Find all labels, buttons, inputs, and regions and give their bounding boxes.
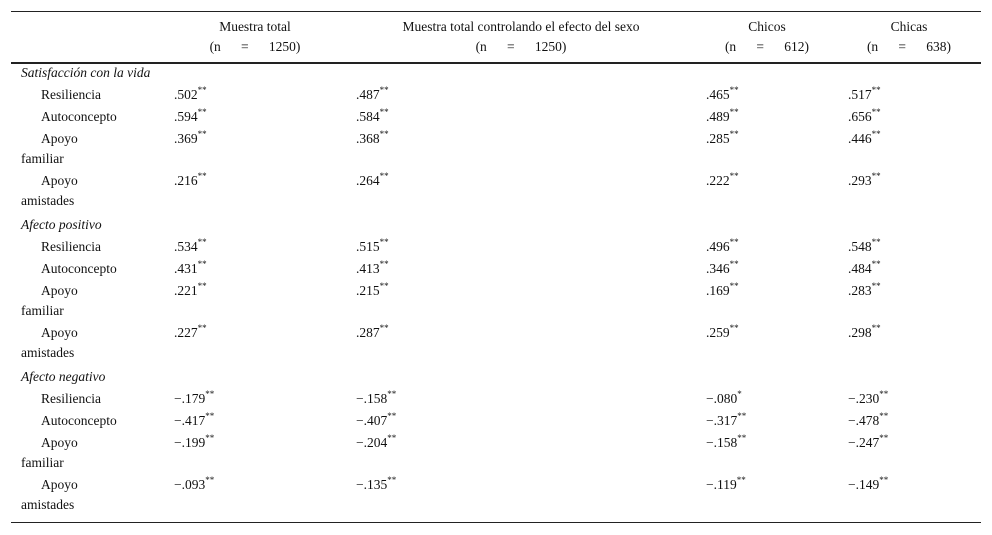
significance-marker: **: [729, 85, 739, 95]
row-label: Apoyo: [41, 435, 78, 450]
row-label-continuation: amistades: [21, 345, 75, 360]
correlation-value: .484: [848, 261, 872, 276]
significance-marker: *: [737, 389, 742, 399]
row-label: Resiliencia: [41, 391, 101, 406]
significance-marker: **: [729, 107, 739, 117]
value-cell: [174, 325, 207, 341]
row-label: Apoyo: [41, 131, 78, 146]
significance-marker: **: [871, 281, 881, 291]
row-label: Apoyo: [41, 477, 78, 492]
value-cell: [356, 261, 389, 277]
significance-marker: **: [379, 85, 389, 95]
correlation-value: .413: [356, 261, 380, 276]
value-cell: [356, 109, 389, 125]
significance-marker: **: [379, 237, 389, 247]
value-cell: [174, 261, 207, 277]
value-cell: [356, 131, 389, 147]
value-cell: [174, 131, 207, 147]
col-header-title: Muestra total: [219, 19, 291, 34]
correlation-value: .222: [706, 173, 730, 188]
row-label: Autoconcepto: [41, 261, 117, 276]
correlation-value: −.204: [356, 435, 388, 450]
correlation-value: .346: [706, 261, 730, 276]
value-cell: [706, 325, 739, 341]
correlation-value: .368: [356, 131, 380, 146]
table-row: [0, 109, 992, 129]
table-row: [0, 391, 992, 411]
value-cell: [174, 413, 214, 429]
correlation-value: .534: [174, 239, 198, 254]
value-cell: [356, 239, 389, 255]
correlation-value: .548: [848, 239, 872, 254]
table-row: [0, 129, 992, 166]
value-cell: [848, 435, 888, 451]
correlation-value: .594: [174, 109, 198, 124]
significance-marker: **: [197, 85, 207, 95]
significance-marker: **: [197, 107, 207, 117]
correlation-value: .656: [848, 109, 872, 124]
table-row: [0, 87, 992, 107]
significance-marker: **: [379, 323, 389, 333]
row-label: Apoyo: [41, 173, 78, 188]
value-cell: [356, 173, 389, 189]
correlation-value: .264: [356, 173, 380, 188]
correlation-value: −.149: [848, 477, 880, 492]
correlation-value: .584: [356, 109, 380, 124]
value-cell: [174, 391, 214, 407]
value-cell: [848, 413, 888, 429]
table-row: [0, 323, 992, 360]
value-cell: [706, 477, 746, 493]
value-cell: [174, 87, 207, 103]
value-cell: [848, 477, 888, 493]
table-row: [0, 413, 992, 433]
correlation-value: .216: [174, 173, 198, 188]
correlation-value: .298: [848, 325, 872, 340]
value-cell: [848, 173, 881, 189]
significance-marker: **: [736, 475, 746, 485]
value-cell: [706, 391, 742, 407]
significance-marker: **: [879, 389, 889, 399]
value-cell: [356, 87, 389, 103]
significance-marker: **: [205, 389, 215, 399]
col-header-n: (n = 1250): [209, 39, 301, 54]
value-cell: [706, 87, 739, 103]
significance-marker: **: [379, 107, 389, 117]
significance-marker: **: [197, 323, 207, 333]
correlation-value: −.199: [174, 435, 206, 450]
significance-marker: **: [729, 281, 739, 291]
value-cell: [706, 413, 746, 429]
table-row: [0, 281, 992, 318]
significance-marker: **: [879, 433, 889, 443]
col-header-chicas: [842, 17, 976, 57]
significance-marker: **: [729, 259, 739, 269]
correlation-value: .215: [356, 283, 380, 298]
value-cell: [706, 131, 739, 147]
correlation-value: −.158: [706, 435, 738, 450]
row-label: Resiliencia: [41, 87, 101, 102]
significance-marker: **: [379, 129, 389, 139]
col-header-n: (n = 1250): [475, 39, 567, 54]
correlation-value: .287: [356, 325, 380, 340]
correlation-value: .285: [706, 131, 730, 146]
significance-marker: **: [379, 281, 389, 291]
significance-marker: **: [871, 107, 881, 117]
col-header-title: Muestra total controlando el efecto del sexo: [402, 19, 640, 34]
correlation-value: .221: [174, 283, 198, 298]
significance-marker: **: [737, 433, 747, 443]
significance-marker: **: [379, 259, 389, 269]
value-cell: [848, 87, 881, 103]
value-cell: [356, 413, 396, 429]
significance-marker: **: [871, 129, 881, 139]
correlation-value: −.407: [356, 413, 388, 428]
col-header-title: Chicas: [890, 19, 928, 34]
significance-marker: **: [197, 281, 207, 291]
value-cell: [848, 239, 881, 255]
correlation-value: .517: [848, 87, 872, 102]
value-cell: [706, 239, 739, 255]
group-title: Satisfacción con la vida: [21, 65, 151, 80]
correlation-value: .502: [174, 87, 198, 102]
col-header-title: Chicos: [748, 19, 786, 34]
significance-marker: **: [387, 433, 397, 443]
row-label-continuation: familiar: [21, 303, 64, 318]
row-label-continuation: familiar: [21, 455, 64, 470]
correlation-value: −.119: [706, 477, 737, 492]
row-label: Apoyo: [41, 325, 78, 340]
value-cell: [848, 131, 881, 147]
col-header-n: (n = 638): [866, 39, 952, 54]
significance-marker: **: [387, 411, 397, 421]
value-cell: [356, 283, 389, 299]
value-cell: [174, 435, 214, 451]
significance-marker: **: [197, 129, 207, 139]
row-label-continuation: amistades: [21, 497, 75, 512]
correlation-value: −.247: [848, 435, 880, 450]
significance-marker: **: [379, 171, 389, 181]
table-top-rule: [11, 11, 981, 12]
row-label-continuation: amistades: [21, 193, 75, 208]
significance-marker: **: [205, 433, 215, 443]
significance-marker: **: [387, 389, 397, 399]
correlation-value: −.135: [356, 477, 388, 492]
correlation-value: −.478: [848, 413, 880, 428]
significance-marker: **: [729, 171, 739, 181]
correlation-value: −.080: [706, 391, 738, 406]
correlation-value: .446: [848, 131, 872, 146]
col-header-chicos: [700, 17, 834, 57]
row-label: Apoyo: [41, 283, 78, 298]
table-row: [0, 475, 992, 512]
significance-marker: **: [871, 323, 881, 333]
value-cell: [706, 283, 739, 299]
table-header-rule: [11, 62, 981, 64]
significance-marker: **: [879, 411, 889, 421]
col-header-n: (n = 612): [724, 39, 810, 54]
value-cell: [848, 391, 888, 407]
correlation-value: .487: [356, 87, 380, 102]
group-title: Afecto positivo: [21, 217, 102, 232]
value-cell: [706, 261, 739, 277]
value-cell: [848, 261, 881, 277]
significance-marker: **: [729, 237, 739, 247]
significance-marker: **: [871, 259, 881, 269]
table-row: [0, 239, 992, 259]
row-label: Autoconcepto: [41, 413, 117, 428]
value-cell: [174, 239, 207, 255]
correlation-value: .489: [706, 109, 730, 124]
value-cell: [706, 173, 739, 189]
value-cell: [356, 477, 396, 493]
correlation-value: −.417: [174, 413, 206, 428]
col-header-muestra-total: [155, 17, 355, 57]
significance-marker: **: [197, 259, 207, 269]
value-cell: [174, 283, 207, 299]
value-cell: [174, 173, 207, 189]
row-label: Resiliencia: [41, 239, 101, 254]
table-row: [0, 261, 992, 281]
table-row: [0, 433, 992, 470]
table-row: [0, 171, 992, 208]
significance-marker: **: [197, 171, 207, 181]
significance-marker: **: [197, 237, 207, 247]
col-header-muestra-controlada: [370, 17, 672, 57]
significance-marker: **: [729, 129, 739, 139]
value-cell: [706, 435, 746, 451]
significance-marker: **: [871, 171, 881, 181]
value-cell: [706, 109, 739, 125]
correlation-value: .465: [706, 87, 730, 102]
value-cell: [848, 109, 881, 125]
value-cell: [356, 391, 396, 407]
correlation-value: −.158: [356, 391, 388, 406]
correlation-value: .515: [356, 239, 380, 254]
correlation-value: −.230: [848, 391, 880, 406]
significance-marker: **: [871, 85, 881, 95]
table-bottom-rule: [11, 522, 981, 523]
group-title: Afecto negativo: [21, 369, 106, 384]
correlation-value: .431: [174, 261, 198, 276]
value-cell: [356, 435, 396, 451]
significance-marker: **: [205, 475, 215, 485]
value-cell: [174, 477, 214, 493]
value-cell: [848, 283, 881, 299]
significance-marker: **: [205, 411, 215, 421]
significance-marker: **: [737, 411, 747, 421]
significance-marker: **: [729, 323, 739, 333]
row-label-continuation: familiar: [21, 151, 64, 166]
correlation-value: .227: [174, 325, 198, 340]
correlation-value: .169: [706, 283, 730, 298]
significance-marker: **: [879, 475, 889, 485]
correlation-value: −.317: [706, 413, 738, 428]
row-label: Autoconcepto: [41, 109, 117, 124]
value-cell: [174, 109, 207, 125]
correlation-value: .293: [848, 173, 872, 188]
value-cell: [848, 325, 881, 341]
significance-marker: **: [871, 237, 881, 247]
correlation-value: −.093: [174, 477, 206, 492]
correlation-value: .259: [706, 325, 730, 340]
value-cell: [356, 325, 389, 341]
correlation-value: .496: [706, 239, 730, 254]
correlation-value: .283: [848, 283, 872, 298]
correlation-value: .369: [174, 131, 198, 146]
correlation-value: −.179: [174, 391, 206, 406]
significance-marker: **: [387, 475, 397, 485]
